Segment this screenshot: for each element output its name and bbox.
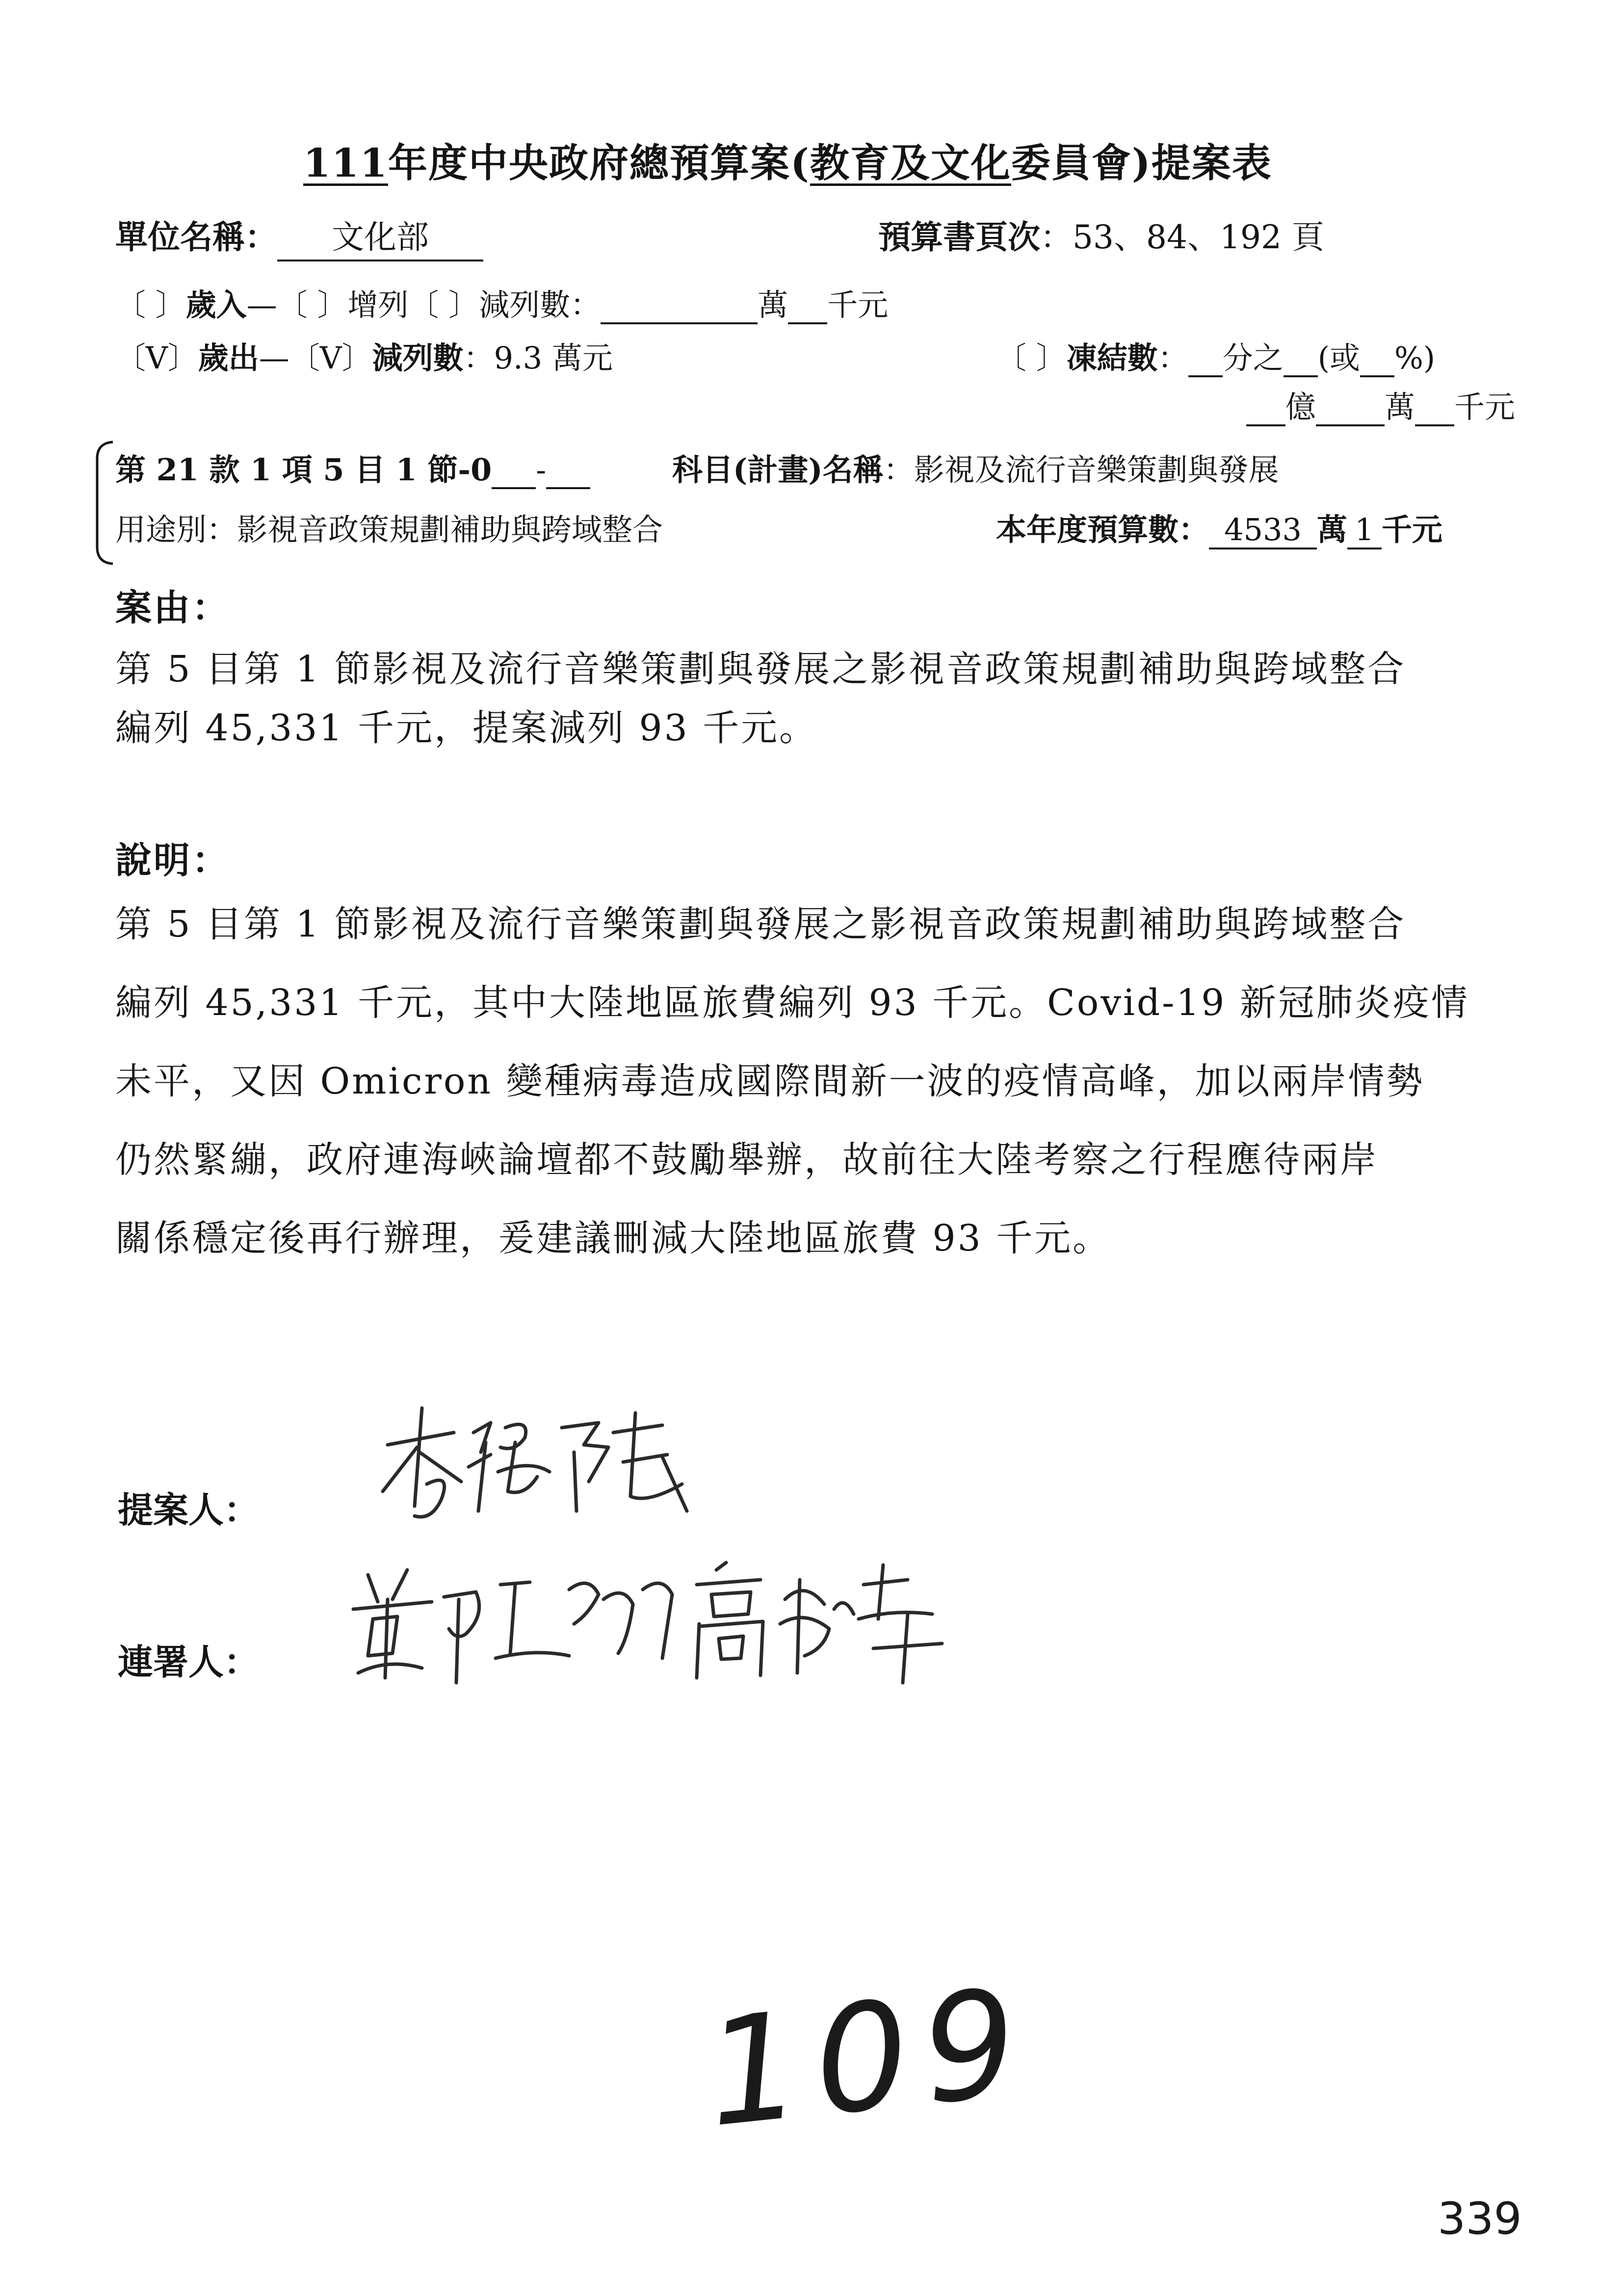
cosigner-signature-2 <box>677 1550 971 1688</box>
item-code-row <box>115 445 590 489</box>
item-brace <box>88 439 118 567</box>
freeze-qian-blank <box>1415 395 1454 426</box>
reason-line: 第 5 目第 1 節影視及流行音樂策劃與發展之影視音政策規劃補助與跨域整合 <box>115 648 1406 690</box>
proposer-signature <box>368 1398 721 1545</box>
revenue-amount-blank <box>601 293 758 324</box>
expense-decrease-label: 減列數 <box>372 340 464 376</box>
freeze-percent: %) <box>1394 340 1436 376</box>
increase-check: 〔 〕 <box>277 287 348 323</box>
revenue-dash: — <box>246 287 277 323</box>
page-number: 339 <box>1438 2193 1522 2244</box>
revenue-check: 〔 〕 <box>115 287 186 323</box>
freeze-fraction: 分之 <box>1222 340 1283 376</box>
freeze-row <box>996 334 1435 377</box>
budget-label: 本年度預算數： <box>996 512 1209 548</box>
reason-line: 編列 45,331 千元，提案減列 93 千元。 <box>115 707 818 749</box>
unit-label: 單位名稱： <box>115 218 277 256</box>
handwritten-number: 109 <box>698 1956 1040 2160</box>
pages-value: ：53、84、192 頁 <box>1040 218 1324 256</box>
budget-qian-unit: 千元 <box>1382 512 1443 548</box>
reason-heading: 案由： <box>115 587 230 629</box>
increase-label: 增列 <box>347 287 409 323</box>
freeze-colon: ： <box>1157 340 1188 376</box>
expense-label: 歲出 <box>198 340 259 376</box>
freeze-label: 凍結數 <box>1066 340 1158 376</box>
subject-label: 科目(計畫)名稱 <box>672 452 884 488</box>
expense-amount: ：9.3 萬元 <box>463 340 613 376</box>
freeze-qian: 千元 <box>1454 389 1516 425</box>
item-code-dash: - <box>536 452 547 488</box>
subject-row <box>672 445 1279 489</box>
budget-wan-unit: 萬 <box>1317 512 1348 548</box>
explanation-line: 關係穩定後再行辦理，爰建議刪減大陸地區旅費 93 千元。 <box>115 1217 1111 1259</box>
item-code-blank-2 <box>546 458 590 489</box>
freeze-yi-blank <box>1246 395 1285 426</box>
unit-value-text: 文化部 <box>332 218 429 256</box>
explanation-heading: 說明： <box>115 839 230 882</box>
item-code-blank-1 <box>492 458 536 489</box>
explanation-line: 編列 45,331 千元，其中大陸地區旅費編列 93 千元。Covid-19 新冠肺炎疫情 <box>115 982 1469 1024</box>
expense-row <box>115 334 613 377</box>
freeze-yi: 億 <box>1285 389 1316 425</box>
freeze-wan: 萬 <box>1385 389 1415 425</box>
budget-row <box>996 505 1442 549</box>
freeze-blank-3 <box>1360 346 1394 377</box>
pages-row <box>878 211 1324 258</box>
freeze-or: (或 <box>1317 340 1360 376</box>
freeze-blank-1 <box>1188 346 1223 377</box>
pages-label: 預算書頁次 <box>878 218 1040 256</box>
unit-row <box>115 211 483 261</box>
freeze-wan-blank <box>1316 395 1385 426</box>
explanation-line: 仍然緊繃，政府連海峽論壇都不鼓勵舉辦，故前往大陸考察之行程應待兩岸 <box>115 1139 1378 1181</box>
budget-wan-value <box>1209 512 1317 549</box>
expense-decrease-check: 〔V〕 <box>289 340 372 376</box>
usage-value: ：影視音政策規劃補助與跨域整合 <box>207 512 663 548</box>
explanation-line: 第 5 目第 1 節影視及流行音樂策劃與發展之影視音政策規劃補助與跨域整合 <box>115 903 1406 945</box>
revenue-label: 歲入 <box>185 287 247 323</box>
freeze-blank-2 <box>1283 346 1318 377</box>
cosigners-label: 連署人： <box>118 1641 260 1683</box>
budget-qian-value <box>1347 512 1382 549</box>
subject-value: ：影視及流行音樂策劃與發展 <box>883 452 1279 488</box>
explanation-line: 未平，又因 Omicron 變種病毒造成國際間新一波的疫情高峰，加以兩岸情勢 <box>115 1060 1425 1102</box>
decrease-check: 〔 〕 <box>408 287 479 323</box>
revenue-qian: 千元 <box>827 287 889 323</box>
form-title <box>303 131 1272 188</box>
usage-row <box>115 505 663 549</box>
expense-dash: — <box>259 340 289 376</box>
unit-value <box>277 211 483 261</box>
item-code: 第 21 款 1 項 5 目 1 節-0 <box>115 452 492 488</box>
freeze-check: 〔 〕 <box>996 340 1067 376</box>
title-part-b: 委員會)提案表 <box>1011 140 1272 186</box>
title-committee: 教育及文化 <box>810 140 1011 186</box>
decrease-label: 減列數： <box>479 287 601 323</box>
expense-check: 〔V〕 <box>115 340 198 376</box>
budget-qian-text: 1 <box>1355 512 1374 548</box>
revenue-row <box>115 281 888 324</box>
title-year: 111 <box>303 140 388 186</box>
freeze-amount-row <box>1246 383 1515 426</box>
revenue-wan: 萬 <box>758 287 788 323</box>
cosigner-signature-1 <box>339 1555 692 1693</box>
budget-wan-text: 4533 <box>1224 512 1302 548</box>
proposer-label: 提案人： <box>118 1489 260 1531</box>
revenue-qian-blank <box>788 293 827 324</box>
usage-label: 用途別 <box>115 512 207 548</box>
title-part-a: 年度中央政府總預算案( <box>388 140 810 186</box>
